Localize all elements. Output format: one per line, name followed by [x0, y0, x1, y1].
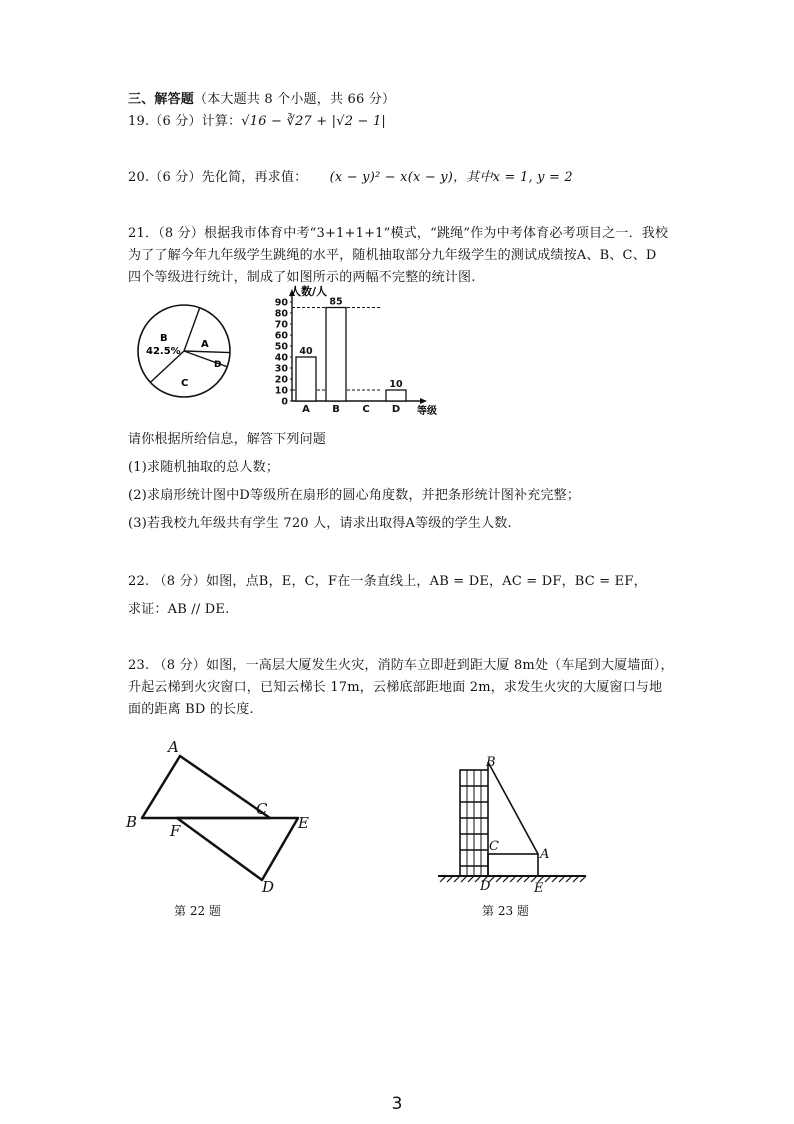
q23-line-1: 23. （8 分）如图，一高层大厦发生火灾，消防车立即赶到距大厦 8m处（车尾到大厦墙面），: [128, 658, 674, 673]
q21-line-1: 21．（8 分）根据我市体育中考“3+1+1+1”模式，“跳绳”作为中考体育必考项目之一．我校: [128, 226, 669, 241]
q23-line-3: 面的距离 BD 的长度.: [128, 702, 254, 717]
y-tick-label: 0: [281, 396, 288, 408]
fig23-label-e: E: [534, 881, 544, 896]
x-axis-arrow: [420, 398, 427, 404]
bar-chart: [268, 284, 448, 418]
category-label-d: D: [391, 404, 401, 415]
y-tick-label: 60: [274, 330, 288, 342]
category-label-a: A: [302, 404, 310, 415]
fig22-label-f: F: [170, 822, 181, 840]
q21-part-1: (1)求随机抽取的总人数；: [128, 460, 280, 475]
pie-label-b-percent: 42.5%: [146, 346, 181, 357]
q21-prompt: 请你根据所给信息，解答下列问题: [128, 432, 327, 447]
q22-line-1: 22. （8 分）如图，点B，E，C，F在一条直线上，AB = DE，AC = DF，BC = EF，: [128, 574, 647, 589]
bar-chart-marks: [275, 289, 427, 415]
bar-a: [296, 357, 316, 401]
q21-part-3: (3)若我校九年级共有学生 720 人，请求出取得A等级的学生人数.: [128, 516, 512, 531]
y-tick-label: 10: [274, 385, 288, 397]
figure-22-diagram: [120, 734, 320, 894]
question-19: [128, 110, 386, 129]
triangle-abc: [142, 756, 270, 818]
q20-lead: 20.（6 分）先化简，再求值：: [128, 170, 308, 185]
fig23-label-d: D: [480, 879, 491, 894]
fig22-label-d: D: [262, 878, 275, 894]
fig22-label-e: E: [298, 814, 309, 832]
q21-part-2: (2)求扇形统计图中D等级所在扇形的圆心角度数，并把条形统计图补充完整；: [128, 488, 581, 503]
q22-line-2: 求证：AB // DE.: [128, 602, 230, 617]
y-tick-label: 40: [274, 352, 288, 364]
pie-label-b: B: [160, 333, 168, 344]
y-tick-label: 80: [274, 308, 288, 320]
fig23-label-a: A: [540, 847, 550, 862]
category-label-c: C: [362, 404, 370, 415]
y-tick-label: 90: [274, 297, 288, 309]
pie-label-d: D: [214, 360, 222, 370]
triangle-fed: [177, 818, 298, 880]
bar-chart-xlabel: 等级: [417, 406, 437, 417]
bar-b: [326, 308, 346, 402]
q21-line-3: 四个等级进行统计，制成了如图所示的两幅不完整的统计图.: [128, 270, 476, 285]
category-label-b: B: [332, 404, 340, 415]
q19-lead: 19.（6 分）计算：: [128, 114, 242, 129]
pie-slice-boundary-d: [184, 351, 230, 353]
pie-slice-boundary-a: [184, 308, 200, 351]
bar-d: [386, 390, 406, 401]
bar-value-label-a: 40: [299, 346, 313, 357]
pie-chart: [126, 302, 242, 400]
fire-truck: [488, 854, 538, 876]
section-header: [128, 88, 395, 107]
pie-label-c: C: [181, 378, 189, 389]
y-tick-label: 70: [274, 319, 288, 331]
fig22-label-a: A: [168, 738, 179, 756]
bar-chart-ylabel: 人数/人: [290, 285, 328, 298]
page-number: 3: [391, 1094, 403, 1114]
y-tick-label: 20: [274, 374, 288, 386]
figure-22-caption: 第 22 题: [174, 904, 221, 918]
figure-23-caption: 第 23 题: [482, 904, 529, 918]
fig23-label-c: C: [489, 839, 499, 854]
bar-value-label-d: 10: [389, 379, 403, 390]
fig23-label-b: B: [486, 755, 496, 770]
y-tick-label: 30: [274, 363, 288, 375]
q20-expression: (x − y)² − x(x − y)，其中x = 1, y = 2: [329, 170, 573, 185]
section-note: （本大题共 8 个小题，共 66 分）: [194, 92, 396, 107]
q21-line-2: 为了了解今年九年级学生跳绳的水平，随机抽取部分九年级学生的测试成绩按A、B、C、D: [128, 248, 657, 263]
fig22-label-b: B: [126, 813, 138, 831]
bar-value-label-b: 85: [329, 296, 343, 308]
section-title: 三、解答题: [128, 92, 195, 107]
q19-expression: √16 − ∛27 + |√2 − 1|: [241, 114, 386, 129]
y-tick-label: 50: [274, 341, 288, 353]
question-20: [128, 166, 573, 185]
fig22-label-c: C: [256, 800, 268, 818]
figure-23-diagram: [432, 750, 592, 896]
q23-line-2: 升起云梯到火灾窗口，已知云梯长 17m，云梯底部距地面 2m，求发生火灾的大厦窗口与地: [128, 680, 663, 695]
pie-label-a: A: [201, 339, 209, 350]
